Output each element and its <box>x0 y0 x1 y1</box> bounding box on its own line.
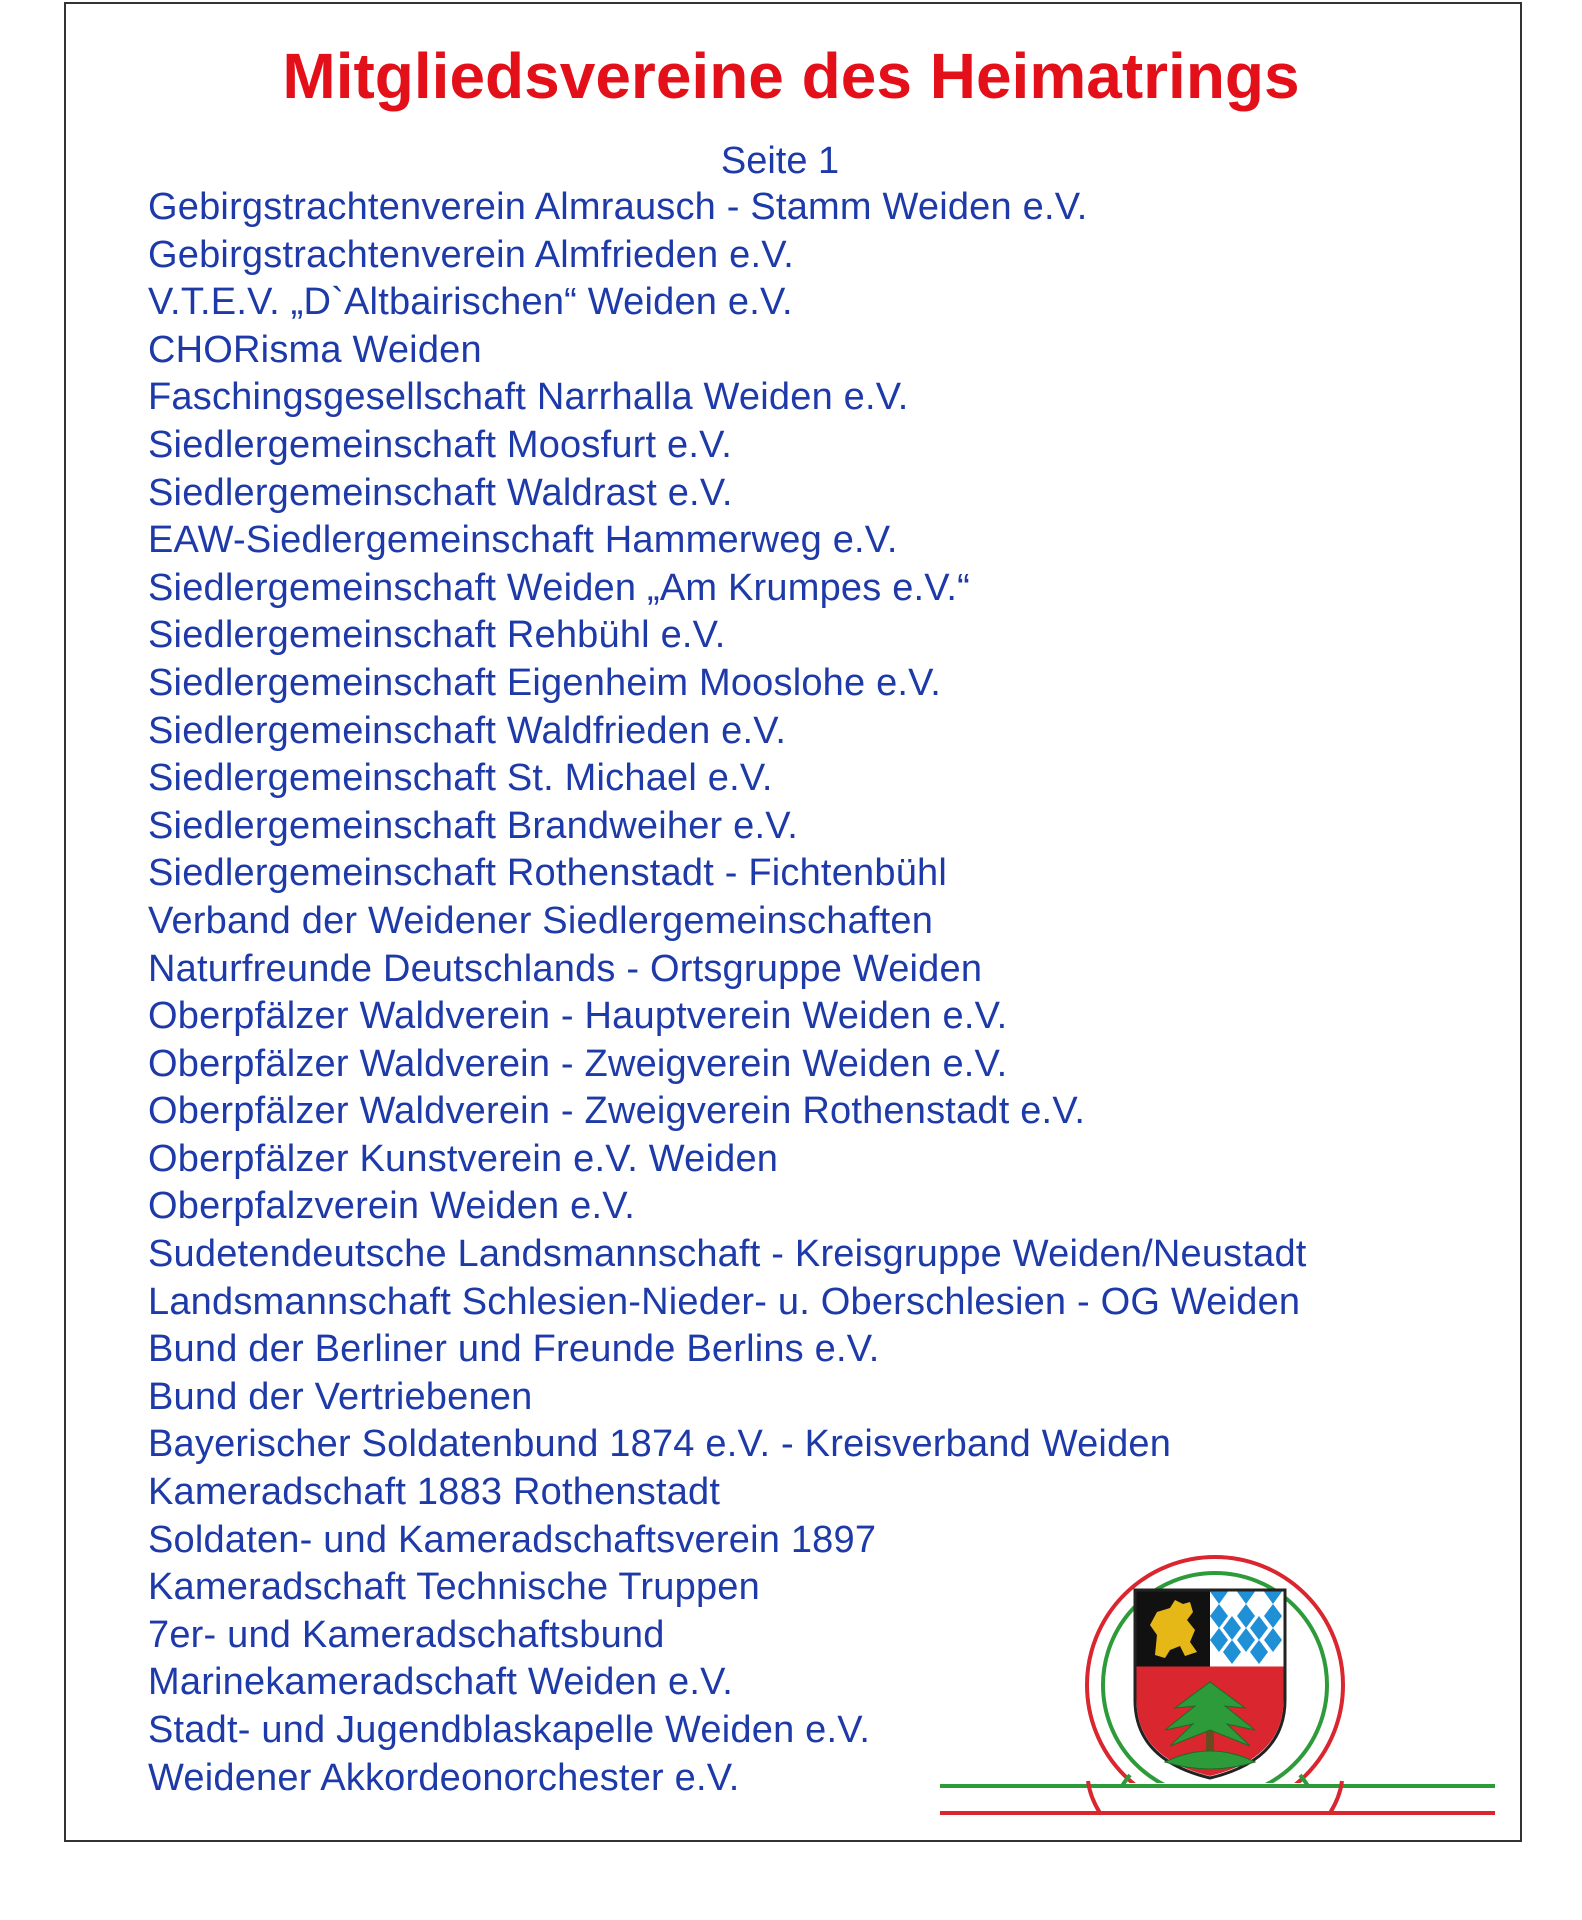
member-list-item: Bund der Berliner und Freunde Berlins e.V. <box>148 1328 880 1371</box>
member-list-item: Weidener Akkordeonorchester e.V. <box>148 1756 740 1799</box>
member-list-item: CHORisma Weiden <box>148 328 482 371</box>
member-list-item: 7er- und Kameradschaftsbund <box>148 1613 665 1656</box>
member-list-item: Siedlergemeinschaft Eigenheim Mooslohe e.V. <box>148 661 941 704</box>
page-label: Seite 1 <box>720 140 840 182</box>
member-list-item: EAW-Siedlergemeinschaft Hammerweg e.V. <box>148 519 898 562</box>
member-list-item: Oberpfälzer Kunstverein e.V. Weiden <box>148 1137 779 1180</box>
member-list-item: Gebirgstrachtenverein Almfrieden e.V. <box>148 233 795 276</box>
member-list-item: Oberpfälzer Waldverein - Zweigverein Weiden e.V. <box>148 1042 1008 1085</box>
heimatring-logo-icon <box>940 1535 1500 1835</box>
member-list-item: Siedlergemeinschaft Weiden „Am Krumpes e.V.“ <box>148 566 970 609</box>
member-list-item: Siedlergemeinschaft Waldfrieden e.V. <box>148 709 787 752</box>
member-list-item: Naturfreunde Deutschlands - Ortsgruppe Weiden <box>148 947 983 990</box>
member-list-item: Bayerischer Soldatenbund 1874 e.V. - Kreisverband Weiden <box>148 1423 1172 1466</box>
member-list-item: Verband der Weidener Siedlergemeinschaften <box>148 899 934 942</box>
member-list-item: Siedlergemeinschaft Moosfurt e.V. <box>148 423 732 466</box>
member-list-item: Siedlergemeinschaft Rothenstadt - Fichtenbühl <box>148 852 948 895</box>
member-list-item: Soldaten- und Kameradschaftsverein 1897 <box>148 1518 877 1561</box>
member-list-item: Siedlergemeinschaft St. Michael e.V. <box>148 757 773 800</box>
member-list-item: Stadt- und Jugendblaskapelle Weiden e.V. <box>148 1709 871 1751</box>
member-list-item: Gebirgstrachtenverein Almrausch - Stamm Weiden e.V. <box>148 186 1088 228</box>
member-list-item: Oberpfälzer Waldverein - Hauptverein Weiden e.V. <box>148 995 1008 1038</box>
member-list-item: Oberpfalzverein Weiden e.V. <box>148 1185 636 1228</box>
member-list-item: Siedlergemeinschaft Waldrast e.V. <box>148 471 733 514</box>
member-list-item: Marinekameradschaft Weiden e.V. <box>148 1661 733 1704</box>
member-list-item: Landsmannschaft Schlesien-Nieder- u. Oberschlesien - OG Weiden <box>148 1280 1301 1323</box>
member-list-item: Siedlergemeinschaft Rehbühl e.V. <box>148 614 726 657</box>
member-list-item: V.T.E.V. „D`Altbairischen“ Weiden e.V. <box>148 281 793 324</box>
member-list-item: Faschingsgesellschaft Narrhalla Weiden e.V. <box>148 376 909 419</box>
document-title: Mitgliedsvereine des Heimatrings <box>282 40 1300 112</box>
member-list-item: Oberpfälzer Waldverein - Zweigverein Rothenstadt e.V. <box>148 1090 1086 1133</box>
member-list-item: Sudetendeutsche Landsmannschaft - Kreisgruppe Weiden/Neustadt <box>148 1233 1307 1276</box>
member-list-item: Siedlergemeinschaft Brandweiher e.V. <box>148 804 799 847</box>
member-list-item: Kameradschaft Technische Truppen <box>148 1566 760 1609</box>
member-list-item: Kameradschaft 1883 Rothenstadt <box>148 1471 721 1514</box>
member-list-item: Bund der Vertriebenen <box>148 1375 533 1418</box>
